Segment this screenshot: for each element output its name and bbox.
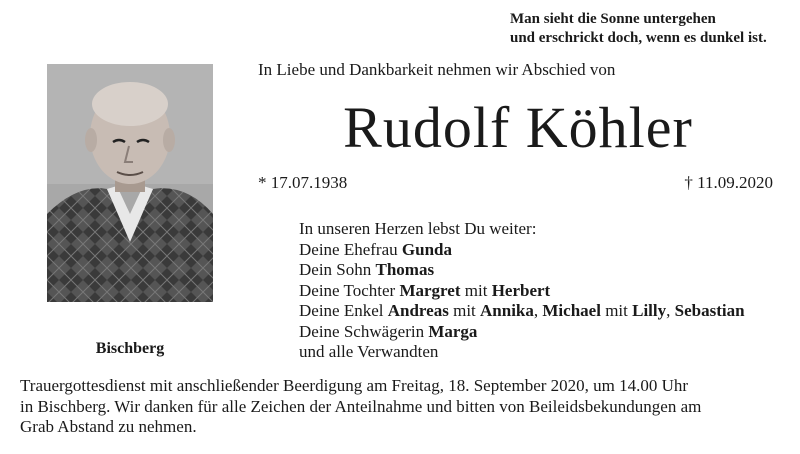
comma: ,	[533, 301, 543, 320]
grandchild-partner-name: Annika	[480, 301, 534, 320]
grandchild-name: Michael	[542, 301, 601, 320]
daughter-name: Margret	[399, 280, 461, 300]
deceased-name: Rudolf Köhler	[343, 95, 693, 160]
sister-in-law-label: Deine Schwägerin	[299, 321, 429, 341]
grandchild-partner-name: Lilly	[632, 301, 667, 320]
son-label: Dein Sohn	[299, 260, 376, 279]
family-grandchildren	[299, 301, 745, 322]
birth-date: * 17.07.1938	[258, 173, 348, 192]
wife-label: Deine Ehefrau	[299, 239, 402, 259]
grandchild-name: Andreas	[387, 301, 449, 320]
place-name: Bischberg	[95, 340, 165, 357]
grandchild-name: Sebastian	[674, 301, 745, 320]
family-son	[299, 260, 745, 281]
service-notice	[20, 376, 790, 438]
with-text: mit	[460, 280, 492, 300]
daughter-label: Deine Tochter	[299, 280, 400, 300]
family-wife	[299, 240, 745, 261]
service-line-3: Grab Abstand zu nehmen.	[20, 417, 197, 436]
motto-line-1: Man sieht die Sonne untergehen	[510, 11, 716, 27]
family-daughter	[299, 281, 745, 302]
service-line-1: Trauergottesdienst mit anschließender Beerdigung am Freitag, 18. September 2020, um 14.00 Uhr	[20, 376, 689, 395]
daughter-partner-name: Herbert	[491, 280, 551, 300]
family-relatives: und alle Verwandten	[299, 342, 439, 361]
sister-in-law-name: Marga	[428, 321, 478, 341]
motto-line-2: und erschrickt doch, wenn es dunkel ist.	[510, 30, 767, 46]
motto-quote	[510, 10, 770, 48]
comma: ,	[666, 301, 675, 320]
with-text: mit	[448, 301, 481, 320]
son-name: Thomas	[375, 260, 435, 279]
death-date: † 11.09.2020	[684, 173, 773, 192]
grandchildren-label: Deine Enkel	[299, 301, 388, 320]
family-sister-in-law	[299, 322, 745, 343]
intro-text: In Liebe und Dankbarkeit nehmen wir Abschied von	[258, 60, 616, 79]
family-list	[299, 219, 745, 363]
family-heading: In unseren Herzen lebst Du weiter:	[299, 219, 537, 238]
wife-name: Gunda	[401, 239, 452, 259]
portrait-image	[47, 64, 213, 302]
service-line-2: in Bischberg. Wir danken für alle Zeichen der Anteilnahme und bitten von Beileidsbekundungen am	[20, 396, 702, 416]
portrait-photo	[47, 64, 213, 302]
with-text: mit	[600, 301, 633, 320]
